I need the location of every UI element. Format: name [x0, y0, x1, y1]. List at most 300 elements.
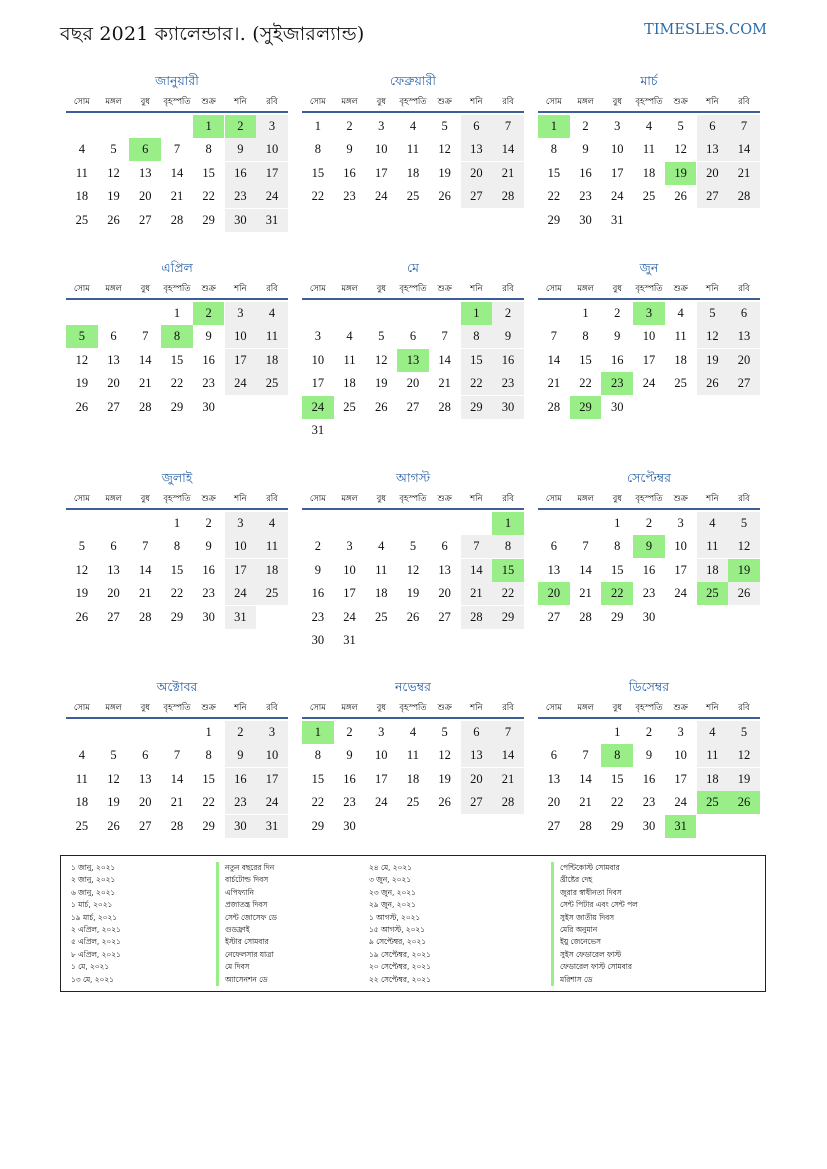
weekday-label: সোম	[309, 283, 326, 293]
weekday-label: বৃহস্পতি	[163, 493, 191, 503]
holiday-day-cell: 9	[633, 535, 665, 558]
day-cell: 9	[614, 329, 621, 344]
day-cell: 23	[492, 372, 524, 395]
day-cell: 21	[461, 582, 493, 605]
day-cell: 25	[406, 189, 420, 204]
day-cell: 7	[550, 329, 557, 344]
day-cell: 3	[225, 512, 257, 535]
day-cell: 12	[374, 352, 388, 367]
month-name: ফেব্রুয়ারী	[389, 73, 437, 88]
day-cell: 27	[107, 609, 120, 624]
day-cell: 16	[579, 165, 592, 180]
holiday-name: পেন্টিকোস্ট সোমবার	[551, 862, 638, 874]
day-cell: 22	[492, 582, 524, 605]
day-cell: 30	[202, 609, 215, 624]
weekday-label: শুক্র	[673, 702, 688, 712]
day-cell: 30	[579, 212, 592, 227]
day-cell: 31	[610, 212, 624, 227]
day-cell: 29	[610, 609, 624, 624]
day-cell: 25	[406, 795, 420, 810]
month-3	[538, 72, 760, 279]
day-cell: 7	[173, 142, 181, 157]
day-cell: 7	[173, 748, 181, 763]
legend-names-right	[551, 862, 638, 986]
day-cell: 3	[614, 119, 621, 133]
day-cell: 24	[225, 582, 257, 605]
day-cell: 27	[438, 609, 451, 624]
day-cell: 14	[170, 165, 184, 180]
day-cell: 5	[677, 119, 684, 133]
day-cell: 18	[697, 768, 729, 791]
weekday-label: মঙ্গল	[341, 493, 358, 503]
day-cell: 13	[547, 771, 561, 786]
month-name: আগস্ট	[395, 470, 431, 485]
day-cell: 22	[547, 189, 561, 204]
weekday-label: মঙ্গল	[341, 283, 358, 293]
day-cell: 20	[547, 795, 561, 810]
day-cell: 8	[205, 142, 212, 157]
holiday-name: ফেডারেল ফাস্ট সোমবার	[551, 961, 638, 973]
holiday-name: মেরি অনুমান	[551, 924, 638, 936]
day-cell: 29	[547, 212, 561, 227]
weekday-label: বুধ	[140, 283, 150, 293]
day-cell: 19	[107, 795, 120, 810]
day-cell: 27	[138, 818, 152, 833]
day-cell: 10	[311, 352, 325, 367]
day-cell: 25	[256, 372, 288, 395]
weekday-label: সোম	[545, 702, 562, 712]
holiday-day-cell: 23	[601, 372, 633, 395]
holiday-day-cell: 8	[601, 744, 633, 767]
holiday-day-cell: 13	[397, 349, 429, 372]
holiday-day-cell: 20	[538, 582, 570, 605]
weekday-label: বুধ	[376, 96, 386, 106]
day-cell: 9	[314, 562, 321, 577]
weekday-label: শুক্র	[437, 283, 452, 293]
day-cell: 19	[438, 771, 451, 786]
holiday-name: সুইস জাতীয় দিবস	[551, 912, 638, 924]
day-cell: 24	[674, 586, 687, 601]
day-cell: 15	[202, 771, 215, 786]
day-cell: 2	[614, 306, 621, 320]
day-cell: 23	[642, 586, 656, 601]
day-cell: 10	[256, 744, 288, 767]
day-cell: 20	[406, 376, 420, 391]
holiday-day-cell: 24	[302, 396, 334, 419]
day-cell: 19	[75, 376, 89, 391]
day-cell: 6	[441, 539, 448, 554]
day-cell: 28	[579, 818, 592, 833]
day-cell: 6	[461, 721, 493, 744]
day-cell: 11	[642, 142, 655, 157]
day-cell: 25	[674, 376, 687, 391]
day-cell: 19	[697, 349, 729, 372]
day-cell: 2	[492, 302, 524, 325]
day-cell: 20	[697, 162, 729, 185]
day-cell: 12	[728, 535, 760, 558]
weekday-label: শনি	[706, 96, 719, 106]
day-cell: 2	[205, 516, 212, 530]
holiday-date: ২০ সেপ্টেম্বর, ২০২১	[369, 962, 431, 972]
month-name: জুন	[639, 260, 659, 275]
day-cell: 26	[728, 582, 760, 605]
day-cell: 28	[492, 791, 524, 814]
day-cell: 2	[582, 119, 589, 133]
day-cell: 18	[406, 165, 420, 180]
day-cell: 4	[78, 142, 85, 157]
weekday-label: বৃহস্পতি	[635, 283, 663, 293]
weekday-label: বৃহস্পতি	[635, 493, 663, 503]
weekday-label: সোম	[545, 283, 562, 293]
day-cell: 14	[728, 138, 760, 161]
day-cell: 4	[378, 539, 385, 554]
holiday-day-cell: 2	[225, 115, 257, 138]
weekday-label: বুধ	[612, 702, 622, 712]
holiday-day-cell: 19	[728, 559, 760, 582]
holiday-date: ৫ এপ্রিল, ২০২১	[71, 937, 121, 947]
day-cell: 29	[170, 399, 184, 414]
day-cell: 19	[107, 189, 120, 204]
holiday-name: বার্চটোল্ড দিবস	[216, 874, 277, 886]
day-cell: 4	[256, 512, 288, 535]
day-cell: 26	[406, 609, 420, 624]
month-2	[302, 72, 524, 279]
weekday-header	[538, 698, 760, 719]
day-cell: 4	[697, 721, 729, 744]
day-cell: 8	[205, 748, 212, 763]
day-cell: 23	[343, 189, 356, 204]
legend-dates-right	[369, 862, 431, 986]
holiday-day-cell: 26	[728, 791, 760, 814]
day-cell: 3	[225, 302, 257, 325]
day-cell: 15	[610, 562, 624, 577]
day-cell: 12	[674, 142, 687, 157]
day-cell: 22	[579, 376, 592, 391]
day-cell: 30	[311, 633, 325, 647]
day-cell: 13	[107, 352, 120, 367]
day-cell: 18	[642, 165, 656, 180]
weekday-header	[538, 279, 760, 300]
weekday-label: মঙ্গল	[105, 493, 122, 503]
day-cell: 11	[343, 352, 356, 367]
day-cell: 25	[374, 609, 388, 624]
day-cell: 4	[256, 302, 288, 325]
day-cell: 28	[579, 609, 592, 624]
day-cell: 30	[225, 815, 257, 838]
weekday-label: রবি	[738, 283, 750, 293]
day-cell: 27	[547, 818, 561, 833]
day-cell: 25	[642, 189, 656, 204]
day-cell: 1	[314, 119, 321, 133]
day-cell: 27	[547, 609, 561, 624]
day-cell: 31	[256, 815, 288, 838]
day-cell: 31	[311, 423, 325, 437]
weekday-label: মঙ্গল	[577, 702, 594, 712]
day-cell: 2	[225, 721, 257, 744]
holiday-day-cell: 5	[66, 325, 98, 348]
day-cell: 9	[582, 142, 589, 157]
day-cell: 9	[225, 138, 257, 161]
day-cell: 30	[343, 818, 356, 833]
day-cell: 3	[378, 119, 385, 133]
weekday-label: রবি	[266, 96, 278, 106]
day-cell: 19	[406, 586, 420, 601]
month-days	[302, 510, 524, 676]
day-cell: 6	[697, 115, 729, 138]
day-cell: 28	[138, 399, 152, 414]
day-cell: 13	[438, 562, 451, 577]
day-cell: 14	[170, 771, 184, 786]
day-cell: 20	[107, 376, 120, 391]
weekday-label: বৃহস্পতি	[635, 96, 663, 106]
weekday-label: রবি	[266, 283, 278, 293]
weekday-label: রবি	[738, 96, 750, 106]
day-cell: 18	[374, 586, 388, 601]
holiday-date: ২ জানু, ২০২১	[71, 875, 116, 885]
holiday-date: ১৩ মে, ২০২১	[71, 974, 114, 984]
day-cell: 5	[78, 539, 85, 554]
day-cell: 31	[343, 633, 356, 647]
weekday-label: বুধ	[612, 283, 622, 293]
weekday-label: বুধ	[612, 96, 622, 106]
day-cell: 27	[107, 399, 120, 414]
holiday-date: ২ এপ্রিল, ২০২১	[71, 924, 121, 934]
day-cell: 6	[110, 329, 117, 344]
day-cell: 7	[492, 721, 524, 744]
weekday-label: সোম	[73, 283, 90, 293]
month-days	[302, 113, 524, 279]
holiday-date: ৬ জানু, ২০২১	[71, 887, 116, 897]
weekday-label: রবি	[266, 702, 278, 712]
day-cell: 21	[492, 162, 524, 185]
weekday-header	[66, 698, 288, 719]
day-cell: 11	[697, 744, 729, 767]
day-cell: 20	[461, 768, 493, 791]
weekday-label: বৃহস্পতি	[163, 283, 191, 293]
holiday-date: ২২ সেপ্টেম্বর, ২০২১	[369, 974, 431, 984]
day-cell: 11	[697, 535, 729, 558]
day-cell: 25	[256, 582, 288, 605]
day-cell: 16	[642, 771, 656, 786]
day-cell: 1	[614, 725, 621, 739]
day-cell: 23	[579, 189, 592, 204]
day-cell: 6	[110, 539, 117, 554]
day-cell: 5	[110, 142, 117, 157]
day-cell: 28	[170, 818, 184, 833]
weekday-label: সোম	[545, 96, 562, 106]
day-cell: 15	[579, 352, 592, 367]
weekday-label: বৃহস্পতি	[163, 702, 191, 712]
day-cell: 29	[610, 818, 624, 833]
holiday-date: ১ মার্চ, ২০২১	[71, 900, 113, 910]
day-cell: 26	[438, 189, 451, 204]
day-cell: 30	[492, 396, 524, 419]
month-1	[66, 72, 288, 279]
month-days	[538, 510, 760, 676]
day-cell: 22	[461, 372, 493, 395]
day-cell: 23	[202, 586, 215, 601]
day-cell: 19	[728, 768, 760, 791]
day-cell: 10	[225, 535, 257, 558]
day-cell: 12	[75, 562, 89, 577]
weekday-header	[302, 698, 524, 719]
day-cell: 1	[582, 306, 589, 320]
month-days	[66, 300, 288, 466]
weekday-label: বৃহস্পতি	[163, 96, 191, 106]
day-cell: 24	[642, 376, 656, 391]
day-cell: 12	[75, 352, 89, 367]
day-cell: 8	[492, 535, 524, 558]
holiday-date: ১ জানু, ২০২১	[71, 863, 116, 872]
month-5	[302, 259, 524, 466]
month-days	[538, 113, 760, 279]
day-cell: 5	[409, 539, 417, 554]
day-cell: 1	[173, 306, 181, 320]
day-cell: 9	[645, 748, 653, 763]
holiday-day-cell: 1	[492, 512, 524, 535]
day-cell: 15	[311, 771, 325, 786]
day-cell: 4	[409, 725, 417, 739]
day-cell: 13	[138, 165, 152, 180]
day-cell: 27	[461, 791, 493, 814]
legend-names-left	[216, 862, 277, 986]
day-cell: 26	[374, 399, 388, 414]
month-11	[302, 678, 524, 885]
month-days	[66, 510, 288, 676]
day-cell: 19	[438, 165, 451, 180]
weekday-header	[66, 92, 288, 113]
day-cell: 11	[406, 142, 419, 157]
day-cell: 13	[461, 744, 493, 767]
month-name: সেপ্টেম্বর	[627, 470, 671, 485]
day-cell: 29	[492, 606, 524, 629]
day-cell: 6	[728, 302, 760, 325]
day-cell: 20	[728, 349, 760, 372]
day-cell: 16	[610, 352, 624, 367]
holiday-day-cell: 8	[161, 325, 193, 348]
holiday-day-cell: 1	[302, 721, 334, 744]
legend-dates-left	[71, 862, 121, 986]
holiday-date: ২৩ জুন, ২০২১	[369, 887, 416, 897]
day-cell: 4	[677, 306, 684, 320]
day-cell: 26	[438, 795, 451, 810]
day-cell: 15	[170, 352, 184, 367]
day-cell: 7	[582, 748, 589, 763]
holiday-date: ১৫ আগস্ট, ২০২১	[369, 924, 426, 934]
day-cell: 15	[202, 165, 215, 180]
day-cell: 5	[697, 302, 729, 325]
day-cell: 28	[728, 185, 760, 208]
weekday-label: সোম	[309, 96, 326, 106]
weekday-label: শনি	[234, 702, 247, 712]
day-cell: 16	[225, 768, 257, 791]
month-name: জুলাই	[161, 470, 193, 485]
weekday-label: সোম	[73, 493, 90, 503]
day-cell: 14	[138, 352, 152, 367]
day-cell: 12	[107, 771, 120, 786]
day-cell: 21	[579, 586, 592, 601]
weekday-label: মঙ্গল	[105, 96, 122, 106]
month-4	[66, 259, 288, 466]
weekday-label: শুক্র	[201, 283, 216, 293]
day-cell: 5	[110, 748, 117, 763]
month-days	[302, 300, 524, 466]
day-cell: 7	[441, 329, 448, 344]
weekday-label: মঙ্গল	[577, 96, 594, 106]
weekday-header	[66, 279, 288, 300]
day-cell: 4	[697, 512, 729, 535]
weekday-label: মঙ্গল	[105, 702, 122, 712]
weekday-label: রবি	[738, 493, 750, 503]
holiday-legend	[60, 855, 766, 992]
weekday-label: শনি	[470, 493, 483, 503]
day-cell: 10	[610, 142, 624, 157]
month-name: জানুয়ারী	[155, 73, 199, 88]
day-cell: 10	[674, 748, 687, 763]
site-brand[interactable]: TIMESLES.COM	[644, 22, 767, 38]
day-cell: 24	[374, 795, 388, 810]
day-cell: 22	[311, 189, 325, 204]
day-cell: 24	[256, 185, 288, 208]
day-cell: 26	[107, 212, 120, 227]
day-cell: 28	[461, 606, 493, 629]
day-cell: 19	[75, 586, 89, 601]
day-cell: 17	[374, 165, 388, 180]
day-cell: 29	[170, 609, 184, 624]
day-cell: 11	[406, 748, 419, 763]
day-cell: 6	[142, 748, 149, 763]
weekday-label: শনি	[234, 283, 247, 293]
day-cell: 7	[142, 539, 149, 554]
holiday-date: ৩ জুন, ২০২১	[369, 875, 412, 885]
month-name: মার্চ	[640, 73, 658, 88]
holiday-date: ৯ সেপ্টেম্বর, ২০২১	[369, 937, 427, 947]
day-cell: 18	[256, 559, 288, 582]
day-cell: 9	[205, 329, 212, 344]
day-cell: 22	[202, 795, 215, 810]
month-name: অক্টোবর	[156, 679, 198, 694]
weekday-header	[302, 279, 524, 300]
day-cell: 10	[374, 142, 388, 157]
holiday-name: নতুন বছরের দিন	[216, 862, 277, 874]
holiday-name: অ্যাসেনশন ডে	[216, 974, 277, 986]
day-cell: 18	[343, 376, 356, 391]
day-cell: 3	[314, 329, 321, 344]
holiday-day-cell: 25	[697, 582, 729, 605]
day-cell: 1	[205, 725, 212, 739]
day-cell: 6	[550, 539, 557, 554]
holiday-date: ১৯ মার্চ, ২০২১	[71, 912, 118, 922]
day-cell: 6	[461, 115, 493, 138]
day-cell: 5	[378, 329, 385, 344]
weekday-label: সোম	[309, 702, 326, 712]
day-cell: 12	[406, 562, 420, 577]
holiday-day-cell: 1	[538, 115, 570, 138]
day-cell: 27	[138, 212, 152, 227]
day-cell: 2	[645, 516, 653, 530]
holiday-day-cell: 15	[492, 559, 524, 582]
day-cell: 9	[225, 744, 257, 767]
holiday-day-cell: 22	[601, 582, 633, 605]
day-cell: 4	[346, 329, 353, 344]
day-cell: 26	[697, 372, 729, 395]
day-cell: 3	[256, 721, 288, 744]
day-cell: 24	[674, 795, 687, 810]
weekday-label: বুধ	[376, 283, 386, 293]
day-cell: 28	[547, 399, 561, 414]
weekday-label: বুধ	[376, 702, 386, 712]
day-cell: 8	[461, 325, 493, 348]
